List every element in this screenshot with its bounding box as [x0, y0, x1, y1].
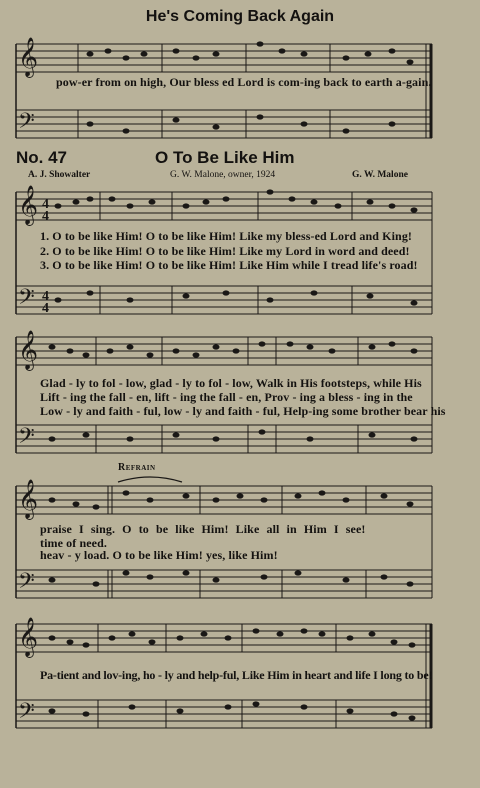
- svg-text:𝄢: 𝄢: [18, 285, 35, 315]
- svg-text:𝄞: 𝄞: [18, 617, 39, 657]
- svg-text:𝄢: 𝄢: [18, 569, 35, 599]
- refrain-line-1: praise I sing. O to be like Him! Like all in Him I see!: [40, 522, 366, 536]
- svg-text:4: 4: [42, 197, 49, 212]
- verse-line-2-1: Glad - ly to fol - low, glad - ly to fol - low, Walk in His footsteps, while His: [40, 376, 422, 390]
- svg-text:4: 4: [42, 301, 49, 316]
- svg-text:𝄢: 𝄢: [18, 699, 35, 729]
- svg-text:4: 4: [42, 289, 49, 304]
- refrain-line-2: time of need.: [40, 536, 107, 550]
- closing-line: Pa-tient and lov-ing, ho - ly and help-ful, Like Him in heart and life I long to be!: [40, 668, 433, 682]
- verse-line-2-2: Lift - ing the fall - en, lift - ing the fall - en, Prov - ing a bless - ing in the: [40, 390, 413, 404]
- hymn-number: No. 47: [16, 148, 68, 167]
- svg-text:𝄞: 𝄞: [18, 185, 39, 225]
- svg-text:𝄞: 𝄞: [18, 37, 39, 77]
- composer-credit: G. W. Malone: [352, 170, 408, 180]
- lyricist-credit: A. J. Showalter: [28, 170, 91, 180]
- hymn-title: O To Be Like Him: [155, 148, 295, 167]
- svg-text:𝄢: 𝄢: [18, 424, 35, 454]
- verse-line-1-1: 1. O to be like Him! O to be like Him! Like my bless-ed Lord and King!: [40, 229, 413, 243]
- svg-text:4: 4: [42, 209, 49, 224]
- system4-staves: [0, 612, 480, 762]
- verse-line-1-3: 3. O to be like Him! O to be like Him! Like Him while I tread life's road!: [40, 258, 418, 272]
- svg-text:𝄞: 𝄞: [18, 330, 39, 370]
- refrain-label: Refrain: [118, 462, 156, 473]
- svg-text:𝄢: 𝄢: [18, 109, 35, 139]
- top-song-title: He's Coming Back Again: [145, 8, 335, 25]
- copyright-credit: G. W. Malone, owner, 1924: [170, 170, 276, 180]
- svg-text:𝄞: 𝄞: [18, 479, 39, 519]
- verse-line-2-3: Low - ly and faith - ful, low - ly and faith - ful, Help-ing some brother bear his: [40, 404, 446, 418]
- top-song-lyric: pow-er from on high, Our bless ed Lord is com-ing back to earth a-gain.: [56, 75, 432, 89]
- verse-line-1-2: 2. O to be like Him! O to be like Him! Like my Lord in word and deed!: [40, 244, 410, 258]
- refrain-line-3: heav - y load. O to be like Him! yes, like Him!: [40, 548, 278, 562]
